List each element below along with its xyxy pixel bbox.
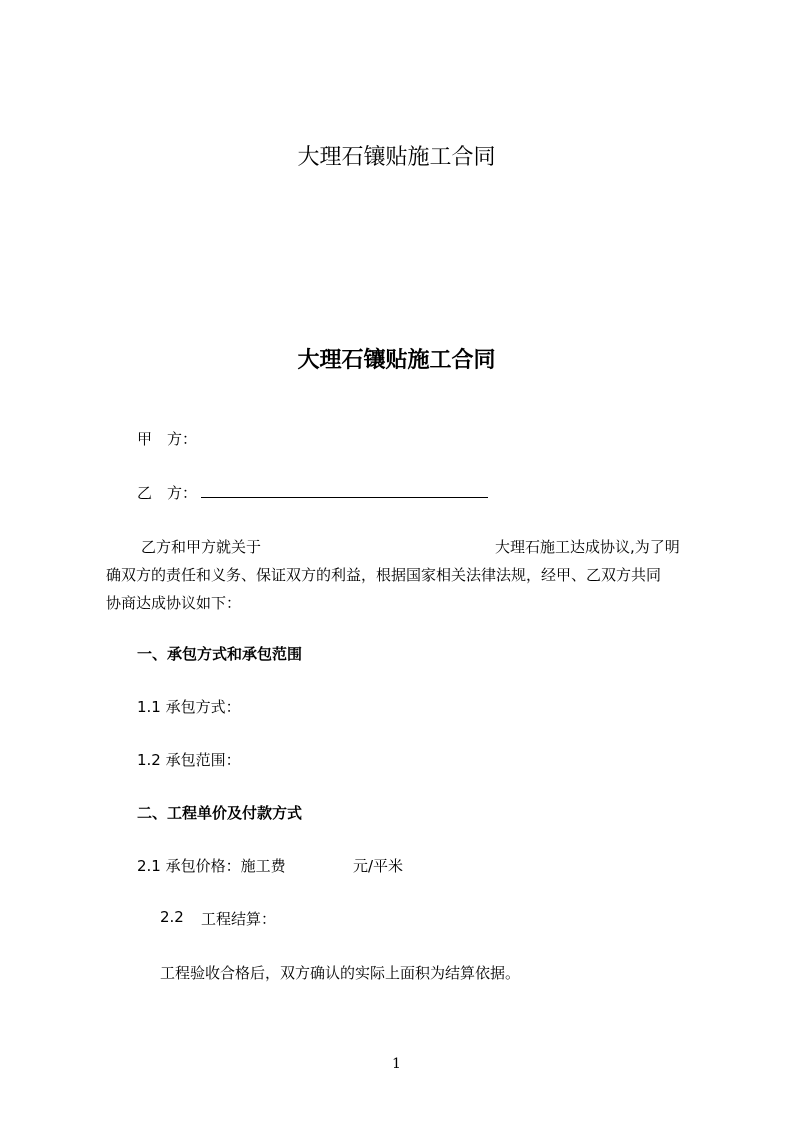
item-2-1-unit: 元/平米 [353, 857, 404, 875]
intro-line-1-end: 大理石施工达成协议,为了明 [495, 538, 680, 556]
settlement-text: 工程验收合格后，双方确认的实际上面积为结算依据。 [160, 964, 521, 982]
item-2-2-label: 工程结算： [201, 910, 277, 928]
section-1-heading: 一、承包方式和承包范围 [137, 645, 303, 663]
intro-line-2: 确双方的责任和义务、保证双方的利益，根据国家相关法律法规，经甲、乙双方共同 [106, 566, 662, 584]
page-number: 1 [392, 1056, 401, 1072]
item-1-2: 1.2 承包范围： [137, 751, 241, 769]
section-2-heading: 二、工程单价及付款方式 [137, 804, 303, 822]
party-b-underline [201, 497, 488, 498]
intro-line-3: 协商达成协议如下： [106, 594, 242, 612]
main-title: 大理石镶贴施工合同 [297, 348, 496, 373]
intro-line-1-start: 乙方和甲方就关于 [141, 538, 262, 556]
party-b-label: 乙 方： [137, 484, 198, 502]
party-a-label: 甲 方： [137, 430, 198, 448]
item-2-1: 2.1 承包价格：施工费 [137, 857, 286, 875]
item-2-2-number: 2.2 [160, 908, 184, 926]
cover-title: 大理石镶贴施工合同 [297, 145, 496, 170]
item-1-1: 1.1 承包方式： [137, 698, 241, 716]
